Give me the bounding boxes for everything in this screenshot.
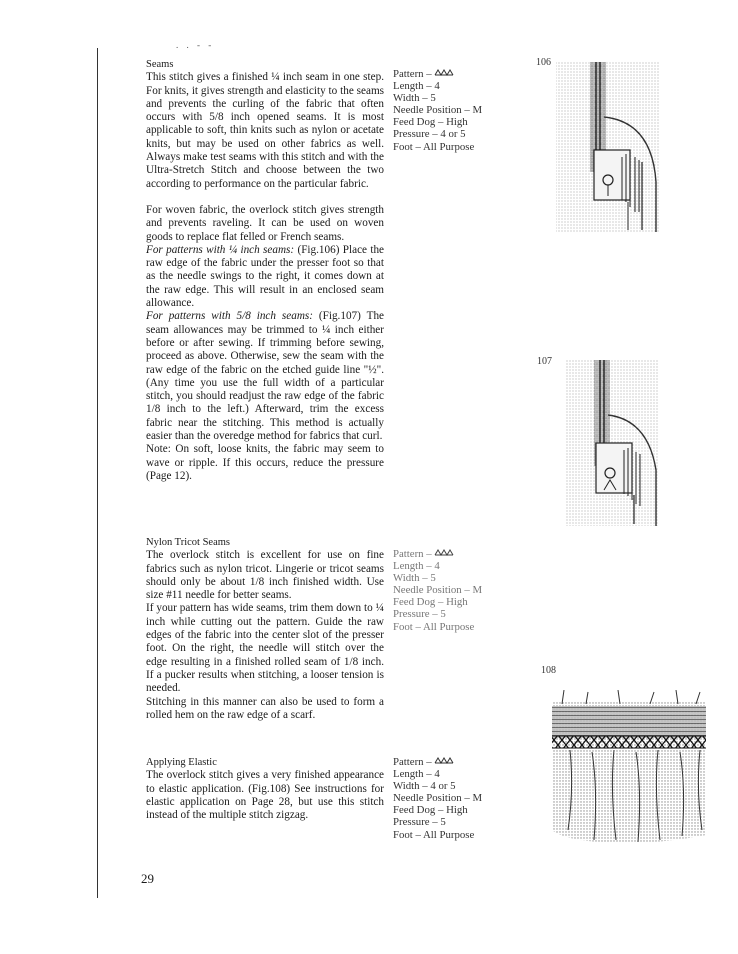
elastic-heading: Applying Elastic [146,757,217,768]
spec-width: Width – 5 [393,572,436,585]
seams-five-eighths-inch [146,310,384,443]
spec-block-nylon [393,548,533,633]
spec-needle-position: Needle Position – M [393,104,483,117]
spec-feed-dog: Feed Dog – High [393,116,468,129]
nylon-section [146,536,384,722]
figure-107-number: 107 [537,356,552,367]
spec-needle-position: Needle Position – M [393,584,483,597]
spec-needle-position: Needle Position – M [393,792,483,805]
page-number: 29 [141,871,154,886]
quarter-inch-text: Place the raw edge of the fabric under the presser foot so that as the needle swings to the right, it comes down at the raw edge. This will result in an enclosed seam allowance. [146,243,385,310]
nylon-heading: Nylon Tricot Seams [146,537,231,548]
spec-length: Length – 4 [393,560,440,573]
seams-section [146,58,384,483]
spec-foot: Foot – All Purpose [393,140,475,153]
elastic-section [146,756,384,822]
overlock-pattern-icon [434,548,454,557]
spec-feed-dog: Feed Dog – High [393,596,468,609]
overlock-pattern-icon [434,68,454,77]
spec-length: Length – 4 [393,768,440,781]
top-marks: . . - - [176,40,215,50]
figure-108-number: 108 [541,665,556,676]
overlock-pattern-icon [434,756,454,765]
seams-note: Note: On soft, loose knits, the fabric may seem to wave or ripple. If this occurs, reduce the pressure (Page 12). [146,443,384,482]
figure-106-number: 106 [536,57,551,68]
spec-pattern: Pattern – [393,756,533,768]
seams-para-1: This stitch gives a finished ¼ inch seam in one step. For knits, it gives strength and elasticity to the seams and prevents the curling of the fabric that often occurs with 5/8 inch opened seams. It is most applicable to soft, thin knits such as nylon or acetate knits, but may be used on other fabrics as well. Always make test seams with this stitch and with the Ultra-Stretch Stitch and choose between the two according to performance on the particular fabric. [146,71,384,190]
spec-width: Width – 4 or 5 [393,780,456,793]
quarter-inch-fig-ref: (Fig.106) [294,243,340,256]
spec-pattern: Pattern – [393,68,533,80]
spec-pattern: Pattern – [393,548,533,560]
spec-foot: Foot – All Purpose [393,620,475,633]
nylon-para-2: If your pattern has wide seams, trim them down to ¼ inch while cutting out the pattern. Guide the raw edges of the fabric into the center slot of the presser foot. On the right, the needle will stitch over the edge resulting in a finished rolled seam of 1/8 inch. If a pucker results when stitching, a looser tension is needed. [146,602,384,695]
elastic-para-1: The overlock stitch gives a very finished appearance to elastic application. (Fig.108) See instructions for elastic application on Page 28, but use this stitch instead of the multiple stitch zigzag. [146,769,384,822]
nylon-para-1: The overlock stitch is excellent for use on fine fabrics such as nylon tricot. Lingerie or tricot seams should only be about 1/8 inch finished width. Use size #11 needle for better seams. [146,549,384,602]
seams-heading: Seams [146,59,174,70]
five-eighths-fig-ref: (Fig.107) [312,310,361,323]
spec-pressure: Pressure – 5 [393,608,446,621]
seams-quarter-inch [146,244,384,310]
figure-106-illustration [552,62,662,234]
seams-para-2: For woven fabric, the overlock stitch gives strength and prevents raveling. It can be used on woven goods to replace flat felled or French seams. [146,203,384,243]
five-eighths-lead: For patterns with 5/8 inch seams: [146,310,313,323]
five-eighths-text: The seam allowances may be trimmed to ¼ inch either before or after sewing. If trimming before sewing, proceed as above. Otherwise, sew the seam with the raw edge of the fabric on the etched guide line "½". (Any time you use the full width of a particular stitch, you should readjust the raw edge of the fabric 1/8 inch to the left.) Afterward, trim the excess fabric near the stitching. This method is actually easier than the overedge method for fabrics that curl. [146,310,385,443]
spec-feed-dog: Feed Dog – High [393,804,468,817]
quarter-inch-lead: For patterns with ¼ inch seams: [146,243,295,256]
spec-pressure: Pressure – 5 [393,816,446,829]
figure-107-illustration [566,360,660,528]
figure-108-illustration [550,690,708,846]
spec-block-seams [393,68,533,153]
spec-length: Length – 4 [393,80,440,93]
spec-foot: Foot – All Purpose [393,828,475,841]
spec-width: Width – 5 [393,92,436,105]
spec-pressure: Pressure – 4 or 5 [393,128,466,141]
page-binding-line [97,48,98,898]
spec-block-elastic [393,756,533,841]
nylon-para-3: Stitching in this manner can also be used to form a rolled hem on the raw edge of a scarf. [146,695,384,721]
